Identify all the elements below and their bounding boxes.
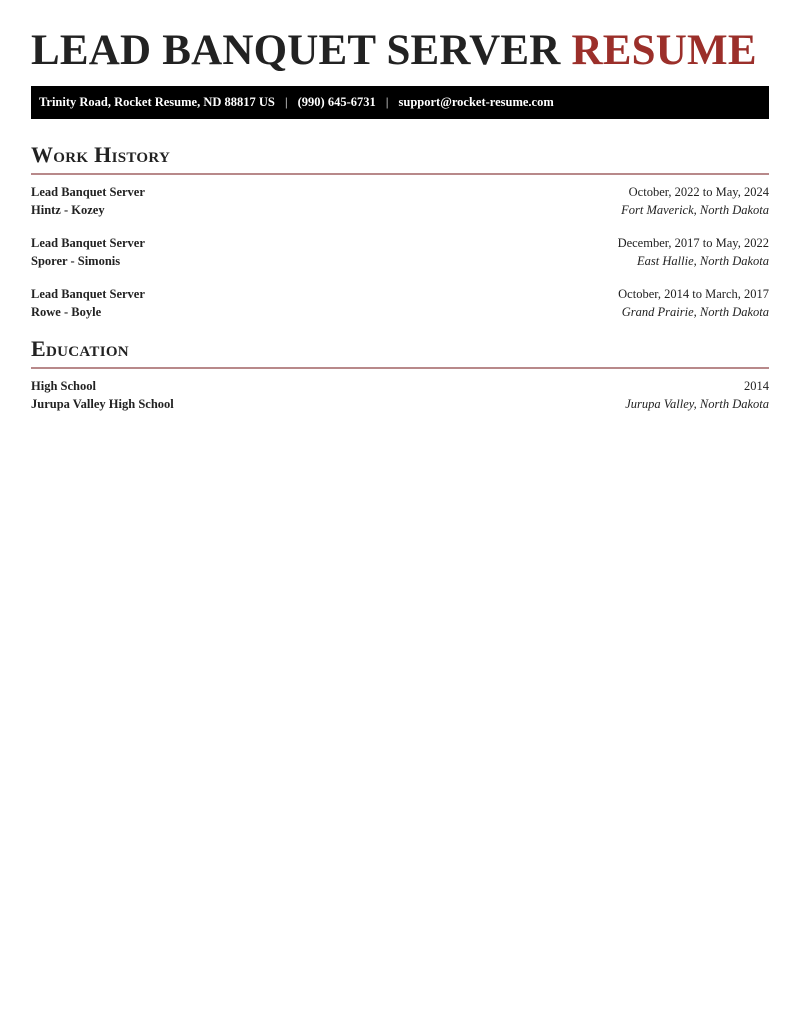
job-title: Lead Banquet Server <box>31 185 145 199</box>
section-heading-education: Education <box>31 336 129 361</box>
work-history-section <box>31 142 769 321</box>
contact-phone: (990) 645-6731 <box>297 95 376 109</box>
job-location: Grand Prairie, North Dakota <box>621 305 769 319</box>
work-entry <box>31 183 769 219</box>
resume-title <box>31 0 769 75</box>
school-name: Jurupa Valley High School <box>31 397 174 411</box>
company-name: Sporer - Simonis <box>31 254 121 268</box>
work-entry <box>31 285 769 321</box>
contact-separator: | <box>285 95 288 109</box>
company-name: Hintz - Kozey <box>31 203 105 217</box>
resume-page <box>31 0 769 428</box>
education-entry <box>31 377 769 413</box>
title-main: LEAD BANQUET SERVER <box>31 27 561 74</box>
title-accent: RESUME <box>571 27 757 74</box>
job-title: Lead Banquet Server <box>31 236 145 250</box>
job-dates: December, 2017 to May, 2022 <box>617 236 769 250</box>
contact-address: Trinity Road, Rocket Resume, ND 88817 US <box>39 95 275 109</box>
job-location: Fort Maverick, North Dakota <box>621 203 769 217</box>
graduation-year: 2014 <box>744 379 769 393</box>
job-dates: October, 2014 to March, 2017 <box>618 287 769 301</box>
job-dates: October, 2022 to May, 2024 <box>628 185 769 199</box>
school-location: Jurupa Valley, North Dakota <box>625 397 769 411</box>
section-divider <box>31 367 769 369</box>
job-title: Lead Banquet Server <box>31 287 145 301</box>
job-location: East Hallie, North Dakota <box>637 254 769 268</box>
contact-bar <box>31 86 769 119</box>
company-name: Rowe - Boyle <box>31 305 102 319</box>
contact-separator: | <box>385 95 389 109</box>
degree: High School <box>31 379 96 393</box>
section-heading-work-history: Work History <box>31 142 171 167</box>
contact-email: support@rocket-resume.com <box>398 95 554 109</box>
work-entry <box>31 234 769 270</box>
section-divider <box>31 173 769 175</box>
education-section <box>31 336 769 413</box>
